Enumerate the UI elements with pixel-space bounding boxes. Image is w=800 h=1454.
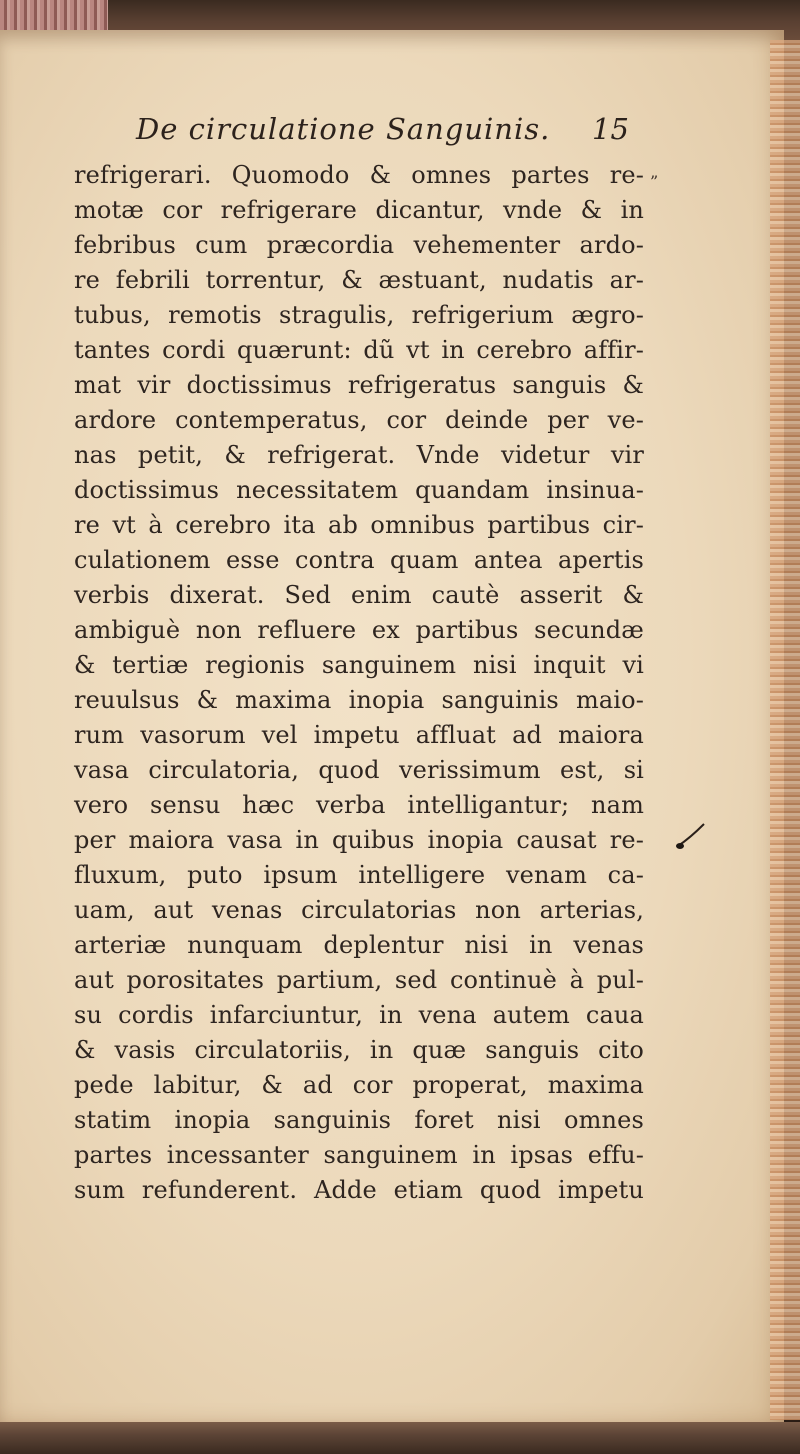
text-line: partes incessanter sanguinem in ipsas effu-	[74, 1141, 644, 1169]
text-line: febribus cum præcordia vehementer ardo-	[74, 231, 644, 259]
text-line: re vt à cerebro ita ab omnibus partibus cir-	[74, 511, 644, 539]
margin-ink-mark-icon	[672, 820, 712, 860]
running-head: De circulatione Sanguinis.	[136, 112, 551, 146]
text-line: tantes cordi quærunt: dũ vt in cerebro affir-	[74, 336, 644, 364]
marginal-quote-mark: ”	[650, 172, 659, 191]
text-line: vasa circulatoria, quod verissimum est, si	[74, 756, 644, 784]
text-line: & vasis circulatoriis, in quæ sanguis cito	[74, 1036, 644, 1064]
text-line: arteriæ nunquam deplentur nisi in venas	[74, 931, 644, 959]
text-line: mat vir doctissimus refrigeratus sanguis &	[74, 371, 644, 399]
page-text	[74, 158, 644, 1208]
text-line: nas petit, & refrigerat. Vnde videtur vir	[74, 441, 644, 469]
page-number: 15	[592, 112, 629, 146]
text-line: re febrili torrentur, & æstuant, nudatis ar-	[74, 266, 644, 294]
text-line: su cordis infarciuntur, in vena autem caua	[74, 1001, 644, 1029]
text-line: sum refunderent. Adde etiam quod impetu	[74, 1176, 644, 1204]
text-line: refrigerari. Quomodo & omnes partes re-	[74, 161, 644, 189]
text-line: statim inopia sanguinis foret nisi omnes	[74, 1106, 644, 1134]
text-line: ambiguè non refluere ex partibus secundæ	[74, 616, 644, 644]
page-edge	[770, 40, 800, 1420]
text-line: motæ cor refrigerare dicantur, vnde & in	[74, 196, 644, 224]
text-line: fluxum, puto ipsum intelligere venam ca-	[74, 861, 644, 889]
text-line: per maiora vasa in quibus inopia causat re-	[74, 826, 644, 854]
text-line: ardore contemperatus, cor deinde per ve-	[74, 406, 644, 434]
text-line: pede labitur, & ad cor properat, maxima	[74, 1071, 644, 1099]
text-line: culationem esse contra quam antea apertis	[74, 546, 644, 574]
text-line: aut porositates partium, sed continuè à pul-	[74, 966, 644, 994]
text-line: vero sensu hæc verba intelligantur; nam	[74, 791, 644, 819]
text-line: tubus, remotis stragulis, refrigerium ægro-	[74, 301, 644, 329]
book-binding-bottom	[0, 1422, 800, 1454]
text-line: uam, aut venas circulatorias non arterias,	[74, 896, 644, 924]
text-line: doctissimus necessitatem quandam insinua-	[74, 476, 644, 504]
text-line: rum vasorum vel impetu affluat ad maiora	[74, 721, 644, 749]
text-line: verbis dixerat. Sed enim cautè asserit &	[74, 581, 644, 609]
text-line: reuulsus & maxima inopia sanguinis maio-	[74, 686, 644, 714]
text-line: & tertiæ regionis sanguinem nisi inquit vi	[74, 651, 644, 679]
